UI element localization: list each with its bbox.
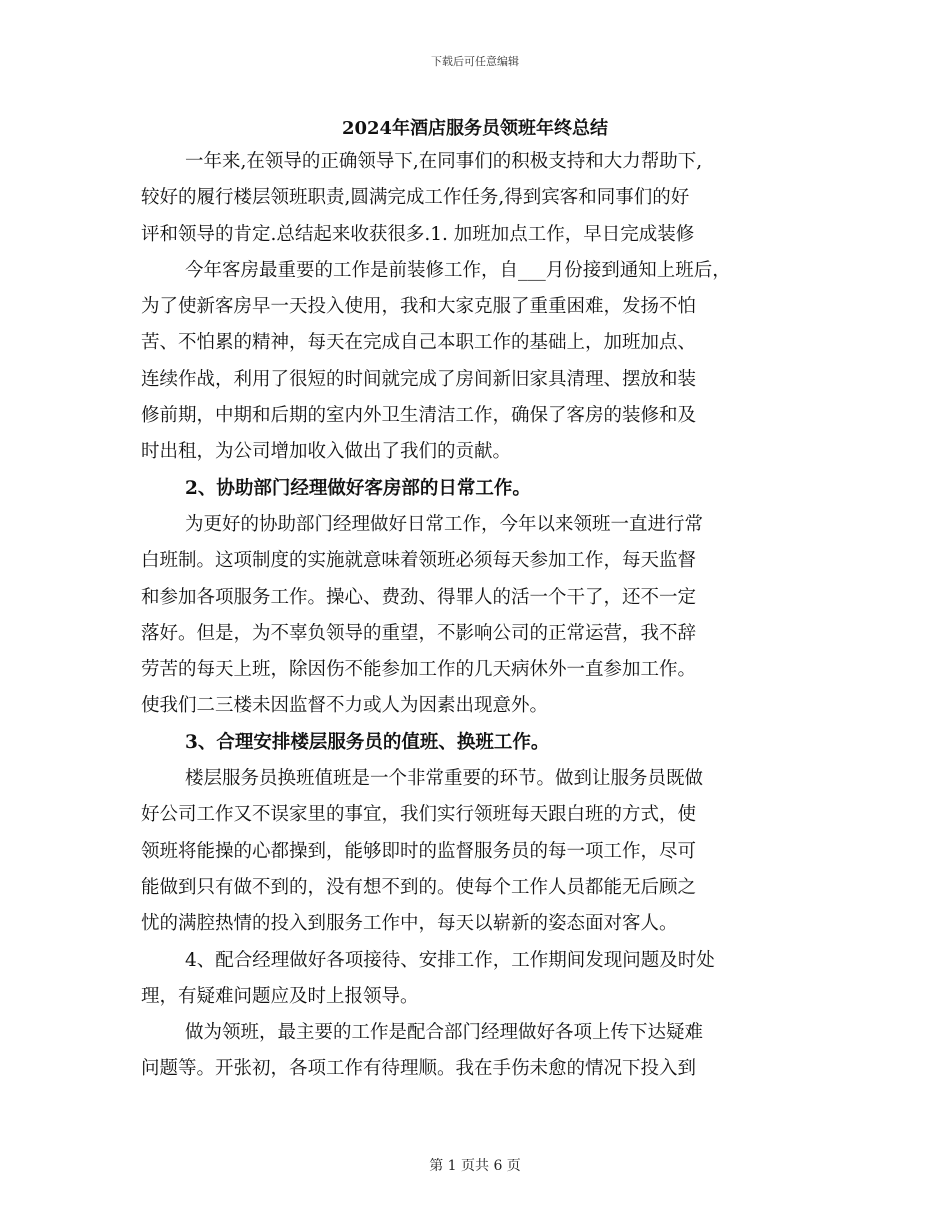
- body-text-line: 落好。但是，为不辜负领导的重望，不影响公司的正常运营，我不辞: [141, 622, 697, 644]
- body-text-line: 较好的履行楼层领班职责,圆满完成工作任务,得到宾客和同事们的好: [141, 187, 690, 209]
- page-footer: 第 1 页共 6 页: [429, 1158, 521, 1174]
- body-text-line: 问题等。开张初，各项工作有待理顺。我在手伤未愈的情况下投入到: [141, 1058, 697, 1080]
- body-text-line: 时出租，为公司增加收入做出了我们的贡献。: [141, 441, 512, 463]
- body-text-line: 评和领导的肯定.总结起来收获很多.1. 加班加点工作，早日完成装修: [141, 223, 695, 245]
- body-text-line: 一年来,在领导的正确领导下,在同事们的积极支持和大力帮助下,: [185, 151, 703, 172]
- body-text-line: 为了使新客房早一天投入使用，我和大家克服了重重困难，发扬不怕: [141, 296, 697, 318]
- body-text-line: 4、配合经理做好各项接待、安排工作，工作期间发现问题及时处: [185, 949, 715, 971]
- body-text-line: 能做到只有做不到的，没有想不到的。使每个工作人员都能无后顾之: [141, 876, 697, 898]
- body-text-line: 苦、不怕累的精神，每天在完成自己本职工作的基础上，加班加点、: [141, 332, 697, 354]
- body-text-line: 修前期，中期和后期的室内外卫生清洁工作，确保了客房的装修和及: [141, 405, 697, 427]
- body-text-line: 理，有疑难问题应及时上报领导。: [141, 985, 419, 1007]
- body-text-line: 领班将能操的心都操到，能够即时的监督服务员的每一项工作，尽可: [141, 840, 697, 862]
- body-text-line: 白班制。这项制度的实施就意味着领班必须每天参加工作，每天监督: [141, 550, 697, 572]
- document-body: [141, 144, 831, 1088]
- body-text-line: 和参加各项服务工作。操心、费劲、得罪人的活一个干了，还不一定: [141, 586, 697, 608]
- section-heading: 2、协助部门经理做好客房部的日常工作。: [185, 477, 531, 499]
- header-note: 下载后可任意编辑: [431, 55, 519, 68]
- body-text-line: 好公司工作又不误家里的事宜，我们实行领班每天跟白班的方式，使: [141, 804, 697, 826]
- body-text-line: 忧的满腔热情的投入到服务工作中，每天以崭新的姿态面对客人。: [141, 913, 678, 935]
- body-text-line: 做为领班，最主要的工作是配合部门经理做好各项上传下达疑难: [185, 1022, 704, 1044]
- document-title: 2024年酒店服务员领班年终总结: [341, 118, 609, 139]
- body-text-line: 劳苦的每天上班，除因伤不能参加工作的几天病休外一直参加工作。: [141, 659, 697, 681]
- body-text-line: 使我们二三楼未因监督不力或人为因素出现意外。: [141, 695, 549, 717]
- body-text-line: 楼层服务员换班值班是一个非常重要的环节。做到让服务员既做: [185, 768, 704, 790]
- body-text-line: 今年客房最重要的工作是前装修工作，自___月份接到通知上班后，: [185, 259, 731, 281]
- body-text-line: 连续作战，利用了很短的时间就完成了房间新旧家具清理、摆放和装: [141, 368, 697, 390]
- section-heading: 3、合理安排楼层服务员的值班、换班工作。: [185, 731, 550, 753]
- body-text-line: 为更好的协助部门经理做好日常工作，今年以来领班一直进行常: [185, 513, 704, 535]
